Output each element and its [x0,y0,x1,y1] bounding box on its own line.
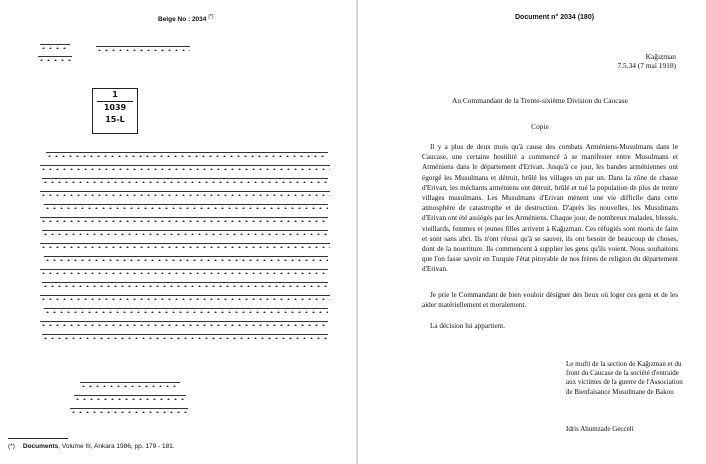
body-paragraph-2: Je prie le Commandant de bien vouloir désigner des lieux où loger ces gens et de les aider matériellement et moralement. [422,291,678,310]
footnote [8,443,175,450]
date: 7.5.34 (7 mai 1918) [617,61,676,70]
place: Kağızman [645,52,676,61]
stamp-line-3: 15-L [105,115,125,124]
body-paragraph-1: Il y a plus de deux mois qu'à cause des combats Arméniens-Musulmans dans le Caucase, une certaine hostilité a commencé à se manifester entre Musulmans et Arméniens dans le département d'Erivan. Jusqu'à ce jour, les bandes arméniennes ont égorgé les Musulmans et détruit, brûlé les villages un par un. Dans la zône de chasse d'Erivan, les méchants arméniens ont détruit, brûlé et tué la population de plus de trente villages musulmans. Les Musulmans d'Erivan mènent une vie difficile dans cette atmosphère de catastrophe et de destruction. D'après les nouvelles, les Musulmans d'Erivan ont été assiégés par les Arméniens. Chaque jour, de nombreux malades, blessés, vieillards, femmes et jeunes filles arrivent à Kağızman. Ces réfugiés sont morts de faim et sont sans abri. Ils n'ont réussi qu'à se sauver, ils ont besoin de beaucoup de choses, dont de la nourriture. Ils commencent à supplier les gens qu'ils voient. Nous souhaitons que l'on fasse savoir en Turquie l'état pitoyable de nos frères de religion du département d'Erivan. [422,143,678,274]
footnote-marker: (*) [8,443,15,450]
stamp-line-2: 1039 [103,103,127,112]
archive-stamp [92,88,138,134]
place-date-block [617,52,676,70]
copy-label: Copie [531,122,549,131]
stamp-line-1: 1 [112,90,118,99]
addressee: Au Commandant de la Trente-sixième Division du Caucase [452,96,628,105]
footnote-reference: , Volume III, Ankara 1986, pp. 179 - 181. [58,443,175,450]
belge-number-header [158,14,214,23]
decision-line: La décision lui appartient. [430,322,506,330]
footnote-rule [8,438,68,439]
signer-name: Idris Ahumzade Gecceli [566,425,634,433]
footnote-title: Documents [22,443,59,450]
document-title: Document n° 2034 (180) [515,14,595,21]
signature-block: Le mufti de la section de Kağızman et du front du Caucase de la société d'entraide aux victimes de la guerre de l'Association de Bienfaisance Musulmane de Bakou [566,360,683,396]
belge-footnote-marker: (*) [208,14,214,20]
belge-number-label: Belge No : 2034 [158,16,207,24]
